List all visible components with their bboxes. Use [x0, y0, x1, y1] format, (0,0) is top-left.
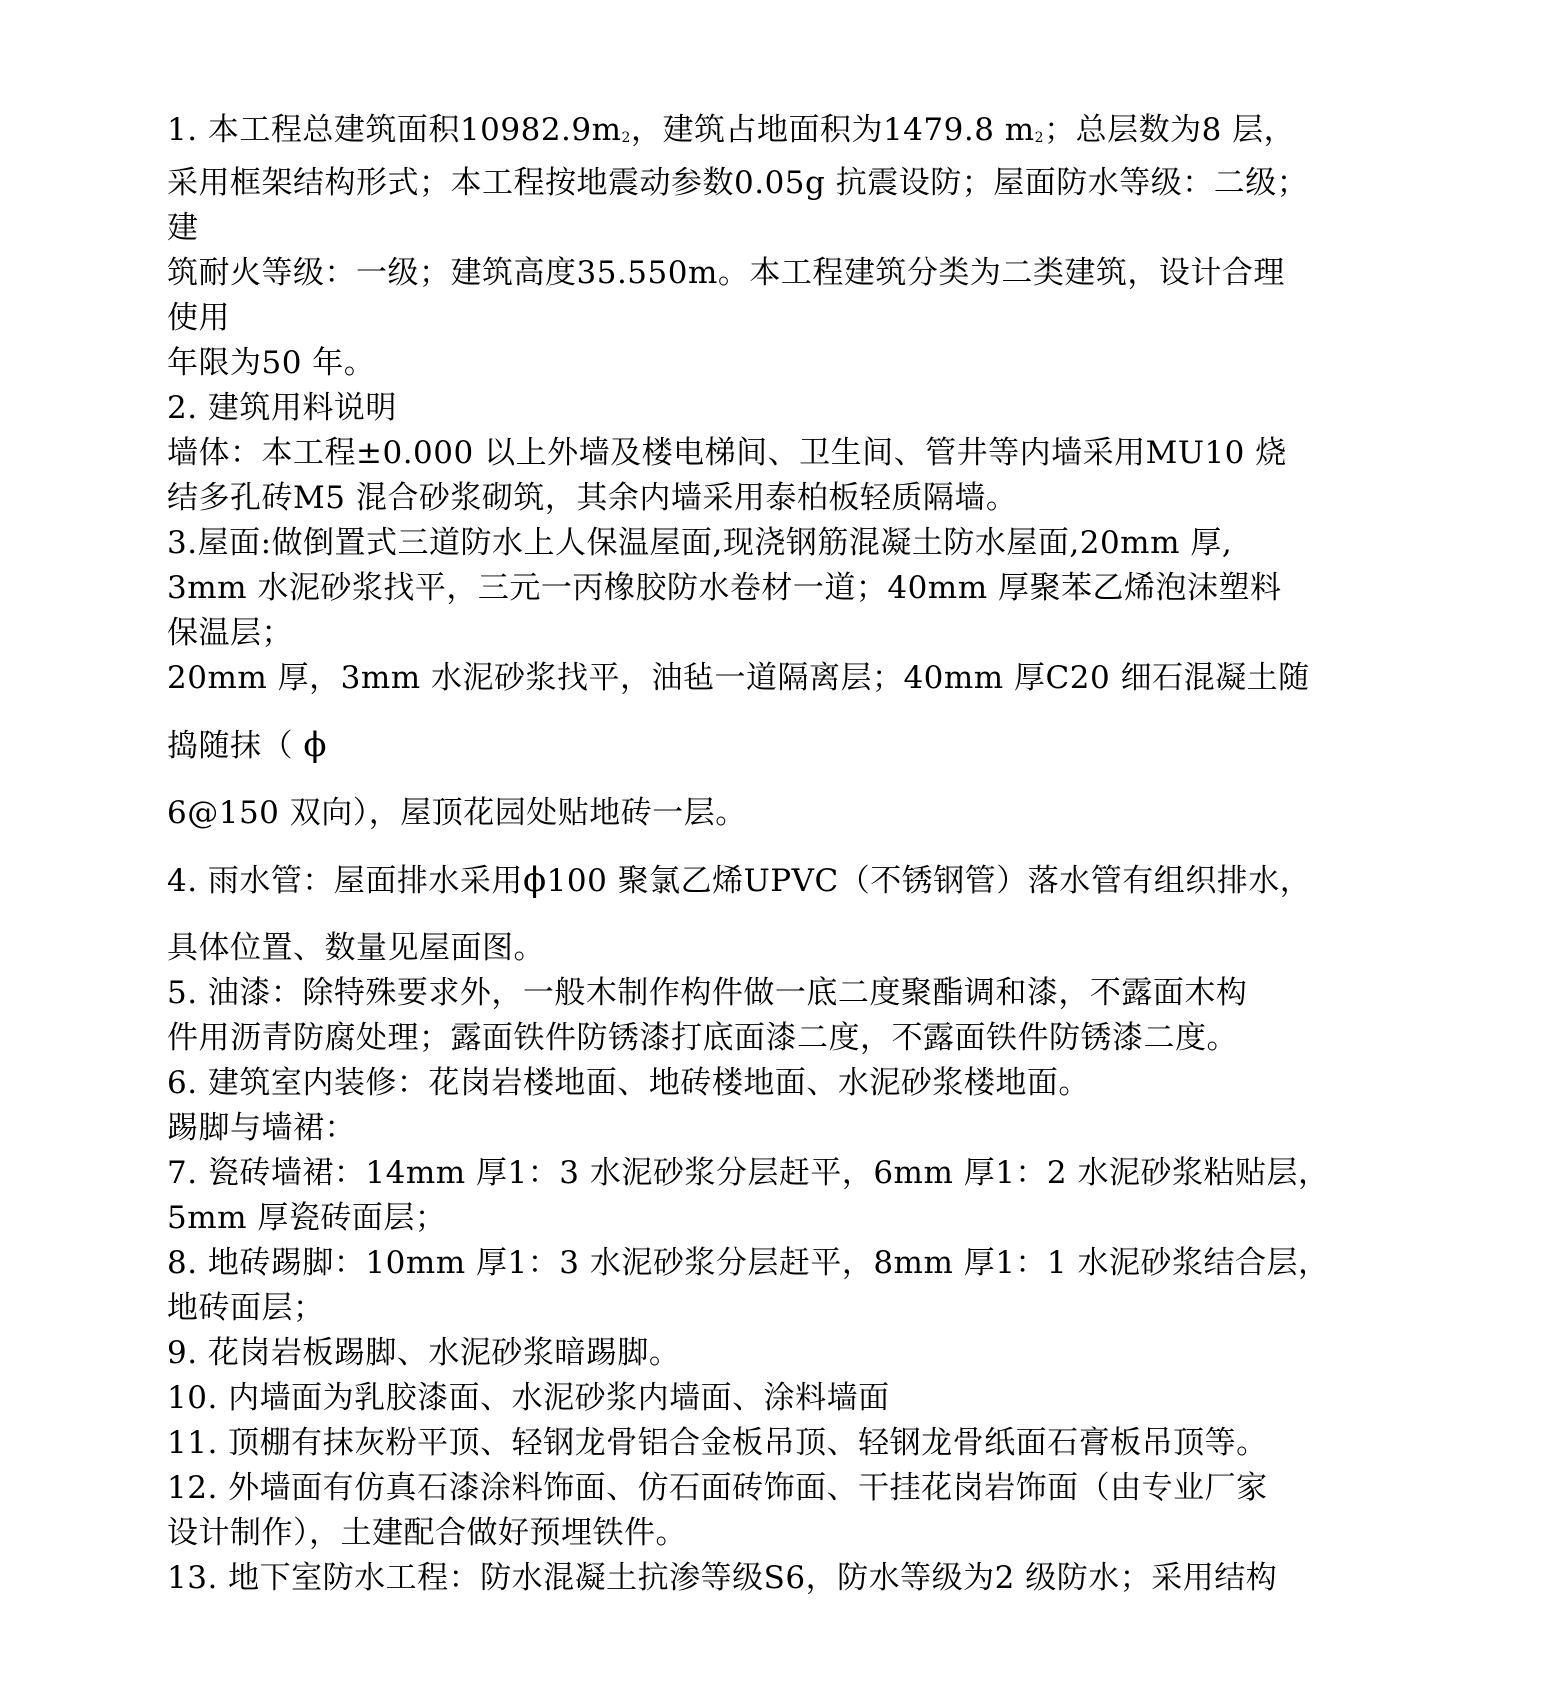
text-line-23: 5mm 厚瓷砖面层； — [167, 1200, 447, 1236]
text-line-21: 踢脚与墙裙： — [167, 1110, 356, 1146]
document-body — [167, 108, 1397, 1601]
text-line-9: 结多孔砖M5 混合砂浆砌筑，其余内墙采用泰柏板轻质隔墙。 — [167, 480, 1018, 516]
text-line-4: 筑耐火等级：一级；建筑高度35.550m。本工程建筑分类为二类建筑，设计合理 — [167, 255, 1285, 291]
text-line-29: 12. 外墙面有仿真石漆涂料饰面、仿石面砖饰面、干挂花岗岩饰面（由专业厂家 — [167, 1470, 1268, 1506]
text-line-3: 建 — [167, 210, 199, 246]
text-line-8: 墙体：本工程±0.000 以上外墙及楼电梯间、卫生间、管井等内墙采用MU10 烧 — [167, 435, 1287, 471]
text-line-19: 件用沥青防腐处理；露面铁件防锈漆打底面漆二度，不露面铁件防锈漆二度。 — [167, 1020, 1238, 1056]
text-line-5: 使用 — [167, 300, 230, 336]
text-line-6: 年限为50 年。 — [167, 345, 376, 381]
text-line-26: 9. 花岗岩板踢脚、水泥砂浆暗踢脚。 — [167, 1335, 681, 1371]
text-line-15: 6@150 双向），屋顶花园处贴地砖一层。 — [167, 795, 747, 831]
text-line-12: 保温层； — [167, 615, 293, 651]
text-line-24: 8. 地砖踢脚：10mm 厚1：3 水泥砂浆分层赶平，8mm 厚1：1 水泥砂浆结合层， — [167, 1245, 1330, 1281]
text-line-2: 采用框架结构形式；本工程按地震动参数0.05g 抗震设防；屋面防水等级：二级； — [167, 165, 1309, 201]
text-line-17: 具体位置、数量见屋面图。 — [167, 930, 545, 966]
text-line-13: 20mm 厚，3mm 水泥砂浆找平，油毡一道隔离层；40mm 厚C20 细石混凝土随 — [167, 660, 1310, 696]
text-line-18: 5. 油漆：除特殊要求外，一般木制作构件做一底二度聚酯调和漆，不露面木构 — [167, 975, 1248, 1011]
text-line-22: 7. 瓷砖墙裙：14mm 厚1：3 水泥砂浆分层赶平，6mm 厚1：2 水泥砂浆粘贴层， — [167, 1155, 1330, 1191]
text-line-16: 4. 雨水管：屋面排水采用ϕ100 聚氯乙烯UPVC（不锈钢管）落水管有组织排水， — [167, 860, 1312, 900]
text-line-11: 3mm 水泥砂浆找平，三元一丙橡胶防水卷材一道；40mm 厚聚苯乙烯泡沫塑料 — [167, 570, 1282, 606]
text-line-27: 10. 内墙面为乳胶漆面、水泥砂浆内墙面、涂料墙面 — [167, 1380, 890, 1416]
text-line-30: 设计制作），土建配合做好预埋铁件。 — [167, 1515, 687, 1551]
text-line-7: 2. 建筑用料说明 — [167, 390, 397, 426]
text-line-25: 地砖面层； — [167, 1290, 325, 1326]
text-line-14: 捣随抹（ ϕ — [167, 725, 328, 765]
text-line-31: 13. 地下室防水工程：防水混凝土抗渗等级S6，防水等级为2 级防水；采用结构 — [167, 1560, 1278, 1596]
text-line-20: 6. 建筑室内装修：花岗岩楼地面、地砖楼地面、水泥砂浆楼地面。 — [167, 1065, 1090, 1101]
text-line-28: 11. 顶棚有抹灰粉平顶、轻钢龙骨铝合金板吊顶、轻钢龙骨纸面石膏板吊顶等。 — [167, 1425, 1268, 1461]
text-line-10: 3.屋面:做倒置式三道防水上人保温屋面,现浇钢筋混凝土防水屋面,20mm 厚, — [167, 525, 1233, 561]
text-line-1: 1. 本工程总建筑面积10982.9m2，建筑占地面积为1479.8 m2；总层数为8 层， — [167, 112, 1296, 148]
